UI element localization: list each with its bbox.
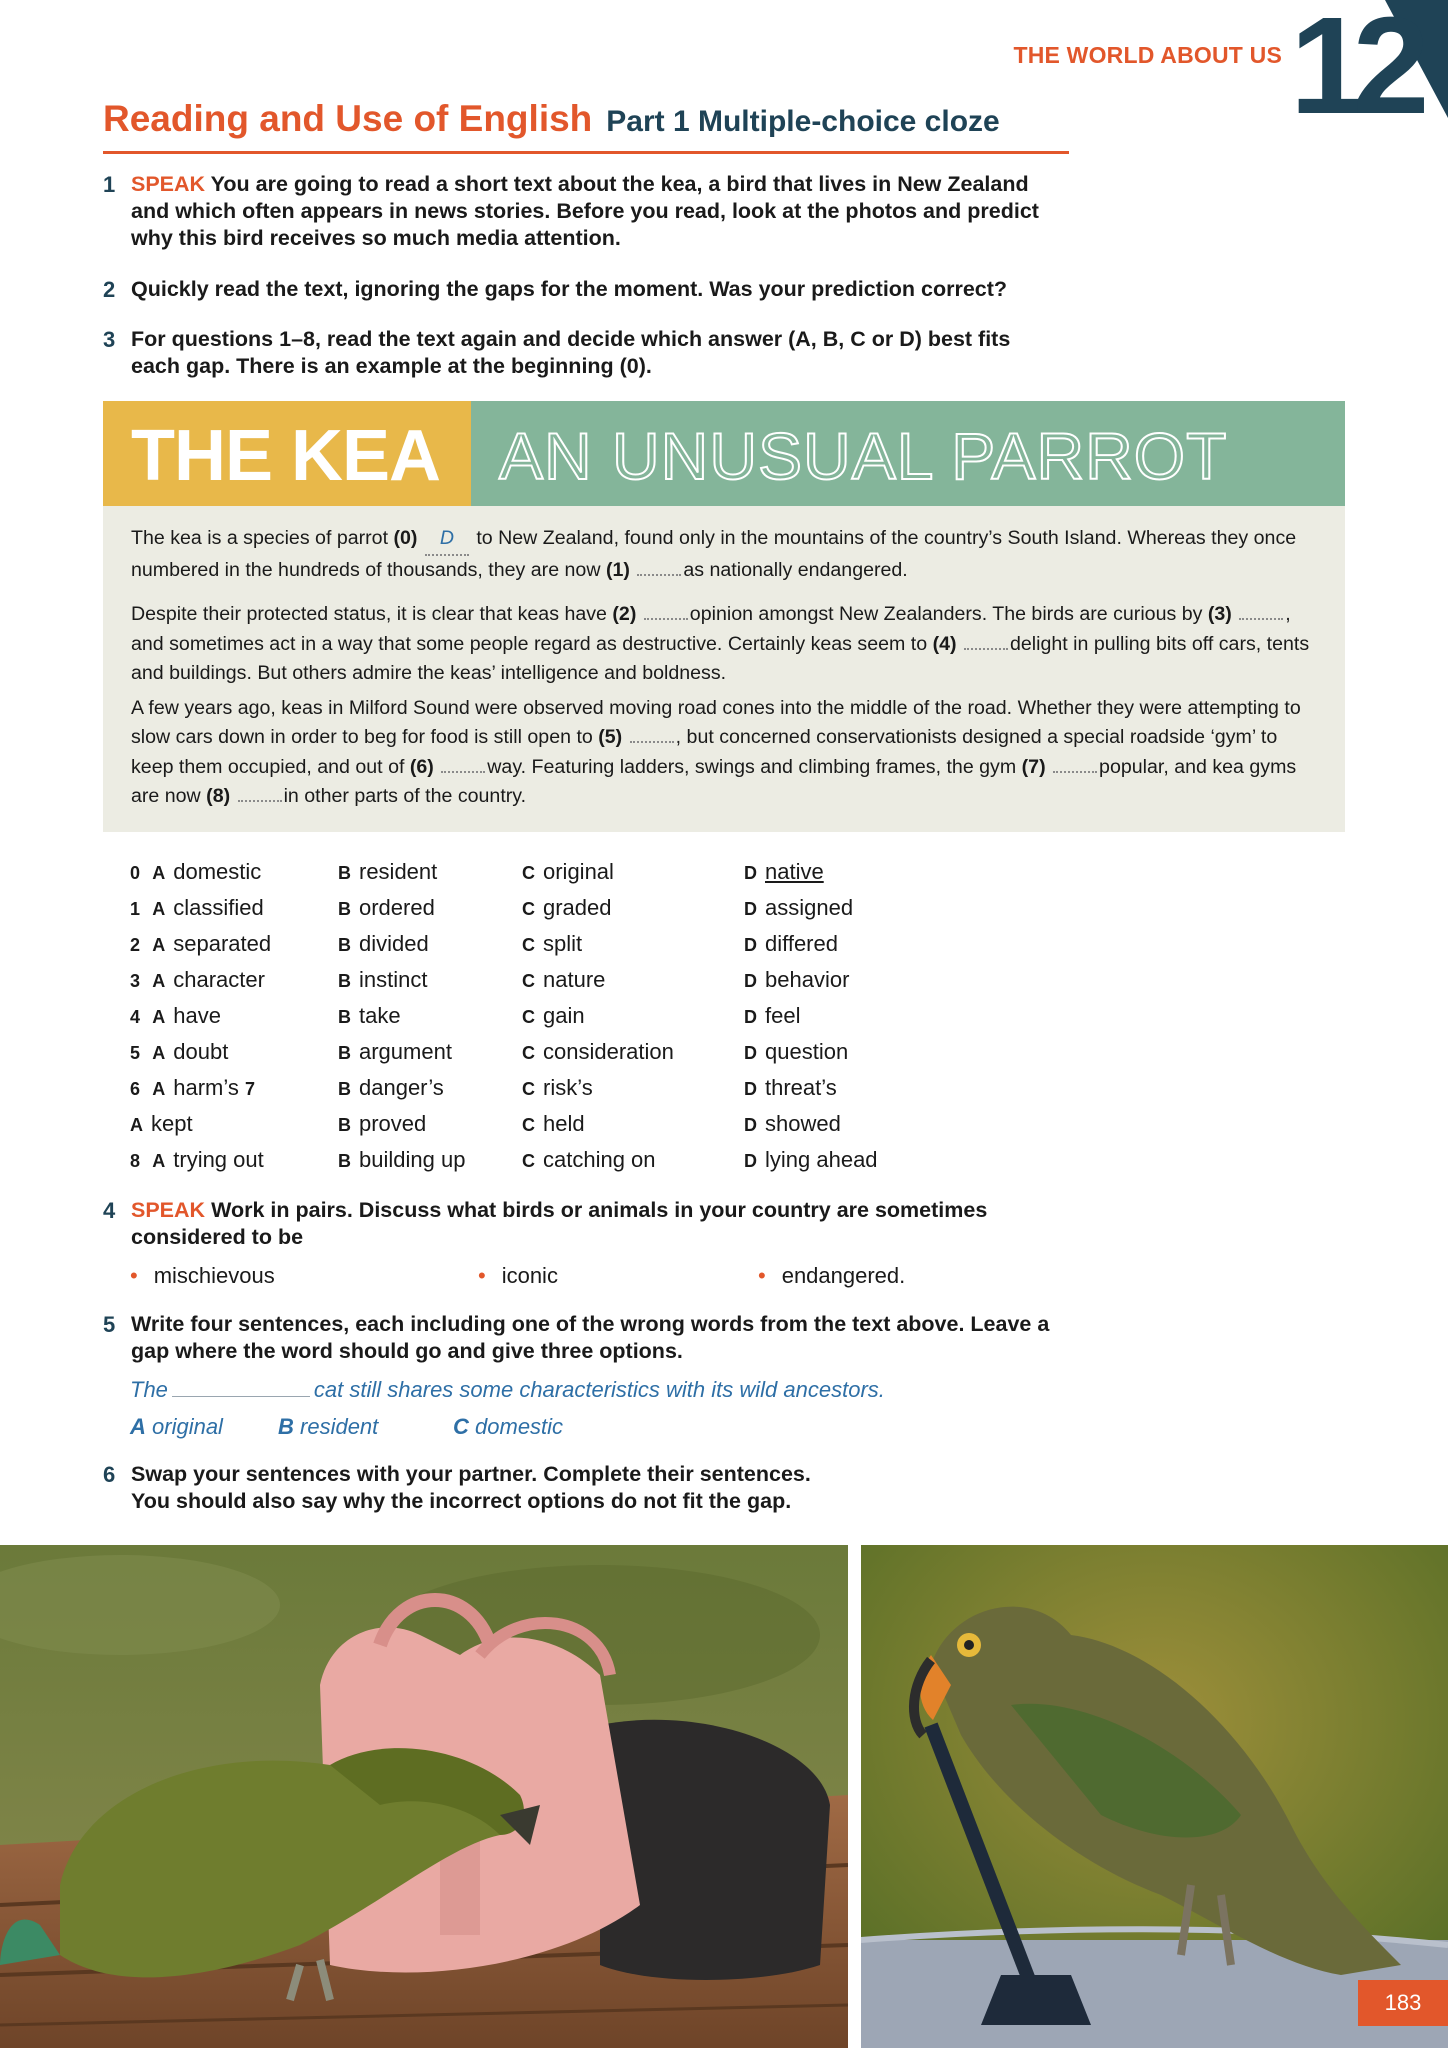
option-7-c[interactable]: held <box>543 1111 585 1136</box>
option-1-b[interactable]: ordered <box>359 895 435 920</box>
bullet-list <box>130 1263 1030 1293</box>
task-4 <box>103 1197 1063 1251</box>
option-7-a[interactable]: kept <box>151 1111 193 1136</box>
option-4-a[interactable]: have <box>173 1003 221 1028</box>
task-number: 1 <box>103 172 116 197</box>
section-subtitle: Part 1 Multiple-choice cloze <box>606 105 1000 138</box>
task-text: Write four sentences, each including one of the wrong words from the text above. Leave a gap where the word should go and give three options. <box>131 1312 1050 1363</box>
option-row-0: 0 A domestic B resident C original D native <box>130 859 824 884</box>
gap-5[interactable] <box>630 729 674 743</box>
task-text: For questions 1–8, read the text again and decide which answer (A, B, C or D) best fits each gap. There is an example at the beginning (0). <box>131 327 1011 378</box>
option-2-b[interactable]: divided <box>359 931 429 956</box>
example-answer: D <box>425 524 469 556</box>
option-2-c[interactable]: split <box>543 931 583 956</box>
gap-3[interactable] <box>1239 606 1283 620</box>
option-0-d[interactable]: native <box>765 859 824 884</box>
option-5-d[interactable]: question <box>765 1039 849 1064</box>
unit-number: 12 <box>1290 0 1416 118</box>
option-7-b[interactable]: proved <box>359 1111 427 1136</box>
option-5-a[interactable]: doubt <box>173 1039 229 1064</box>
bullet-item: • endangered. <box>758 1263 906 1288</box>
option-7-d[interactable]: showed <box>765 1111 841 1136</box>
option-0-b[interactable]: resident <box>359 859 438 884</box>
option-row-5: 5 A doubt B argument C consideration D question <box>130 1039 849 1064</box>
kea-wiper-photo <box>861 1545 1448 2048</box>
option-8-d[interactable]: lying ahead <box>765 1147 878 1172</box>
task-number: 5 <box>103 1312 116 1337</box>
gap-8[interactable] <box>238 788 282 802</box>
task-number: 3 <box>103 327 116 352</box>
kea-bag-photo <box>0 1545 848 2048</box>
task-text: You are going to read a short text about the kea, a bird that lives in New Zealand and which often appears in news stories. Before you read, look at the photos and predict why this bird receives so much media attention. <box>131 172 1039 250</box>
option-1-d[interactable]: assigned <box>765 895 854 920</box>
option-row-6: 6 A harm’s 7 B danger’s C risk’s D threat’s <box>130 1075 837 1100</box>
title-left-block <box>103 401 471 506</box>
task-number: 4 <box>103 1198 116 1223</box>
bullet-item: • mischievous <box>130 1263 275 1288</box>
reading-paragraph-1: The kea is a species of parrot (0) D to New Zealand, found only in the mountains of the country’s South Island. Whereas they once numbered in the hundreds of thousands, they are now (1) as nationally endangered. <box>131 524 1317 585</box>
option-4-b[interactable]: take <box>359 1003 401 1028</box>
option-1-a[interactable]: classified <box>173 895 264 920</box>
page-number: 183 <box>1358 1980 1448 2026</box>
example-sentence: The cat still shares some characteristics with its wild ancestors. <box>130 1377 885 1402</box>
option-5-b[interactable]: argument <box>359 1039 452 1064</box>
reading-text-panel <box>103 506 1345 832</box>
gap-1[interactable] <box>637 562 681 576</box>
unit-label: THE WORLD ABOUT US <box>1013 42 1282 68</box>
bullet-item: • iconic <box>478 1263 558 1288</box>
task-6 <box>103 1461 1063 1515</box>
option-row-8: 8 A trying out B building up C catching on D lying ahead <box>130 1147 878 1172</box>
speak-label: SPEAK <box>131 1198 206 1222</box>
option-6-c[interactable]: risk’s <box>543 1075 593 1100</box>
option-3-b[interactable]: instinct <box>359 967 428 992</box>
gap-7[interactable] <box>1053 759 1097 773</box>
task-text: Quickly read the text, ignoring the gaps for the moment. Was your prediction correct? <box>131 277 1008 301</box>
task-5 <box>103 1311 1063 1365</box>
task-3 <box>103 326 1063 380</box>
task-2 <box>103 276 1123 303</box>
reading-paragraph-2: Despite their protected status, it is clear that keas have (2) opinion amongst New Zealanders. The birds are curious by (3) , and sometimes act in a way that some people regard as destructive. Certainly keas seem to (4) delight in pulling bits off cars, tents and buildings. But others admire the keas’ intelligence and boldness. <box>131 603 1310 684</box>
task-number: 6 <box>103 1462 116 1487</box>
option-3-c[interactable]: nature <box>543 967 606 992</box>
option-4-d[interactable]: feel <box>765 1003 801 1028</box>
option-6-a[interactable]: harm’s <box>173 1075 239 1100</box>
title-right-block <box>471 401 1345 506</box>
option-8-c[interactable]: catching on <box>543 1147 656 1172</box>
option-0-c[interactable]: original <box>543 859 614 884</box>
option-8-a[interactable]: trying out <box>173 1147 264 1172</box>
task-text: Work in pairs. Discuss what birds or animals in your country are sometimes considered to be <box>131 1198 988 1249</box>
option-6-d[interactable]: threat’s <box>765 1075 837 1100</box>
speak-label: SPEAK <box>131 172 206 196</box>
option-6-b[interactable]: danger’s <box>359 1075 444 1100</box>
option-1-c[interactable]: graded <box>543 895 612 920</box>
option-2-d[interactable]: differed <box>765 931 838 956</box>
gap-2[interactable] <box>644 606 688 620</box>
reading-subtitle: AN UNUSUAL PARROT <box>499 419 1228 493</box>
unit-number-badge <box>1290 0 1448 118</box>
option-2-a[interactable]: separated <box>173 931 272 956</box>
task-text-line-2: You should also say why the incorrect options do not fit the gap. <box>131 1489 792 1513</box>
option-8-b[interactable]: building up <box>359 1147 466 1172</box>
option-row-4: 4 A have B take C gain D feel <box>130 1003 801 1028</box>
reading-title-bar <box>103 401 1345 506</box>
task-1 <box>103 171 1063 252</box>
reading-title: THE KEA <box>131 416 441 496</box>
task-number: 2 <box>103 277 116 302</box>
option-row-7: A kept B proved C held D showed <box>130 1111 841 1136</box>
section-title: Reading and Use of English <box>103 98 593 139</box>
option-4-c[interactable]: gain <box>543 1003 585 1028</box>
section-heading <box>103 98 1069 154</box>
option-3-a[interactable]: character <box>173 967 265 992</box>
option-3-d[interactable]: behavior <box>765 967 850 992</box>
reading-paragraph-3: A few years ago, keas in Milford Sound were observed moving road cones into the middle of the road. Whether they were attempting to slow cars down in order to beg for food is still open to (5) , but concerned conservationists designed a special roadside ‘gym’ to keep them occupied, and out of (6) way. Featuring ladders, swings and climbing frames, the gym (7) popular, and kea gyms are now (8) in other parts of the country. <box>131 696 1301 807</box>
option-row-2: 2 A separated B divided C split D differed <box>130 931 838 956</box>
task-text-line-1: Swap your sentences with your partner. Complete their sentences. <box>131 1462 811 1486</box>
option-5-c[interactable]: consideration <box>543 1039 674 1064</box>
option-0-a[interactable]: domestic <box>173 859 262 884</box>
option-row-1: 1 A classified B ordered C graded D assigned <box>130 895 854 920</box>
gap-4[interactable] <box>964 636 1008 650</box>
gap-6[interactable] <box>441 759 485 773</box>
option-row-3: 3 A character B instinct C nature D behavior <box>130 967 850 992</box>
example-blank <box>172 1381 310 1397</box>
